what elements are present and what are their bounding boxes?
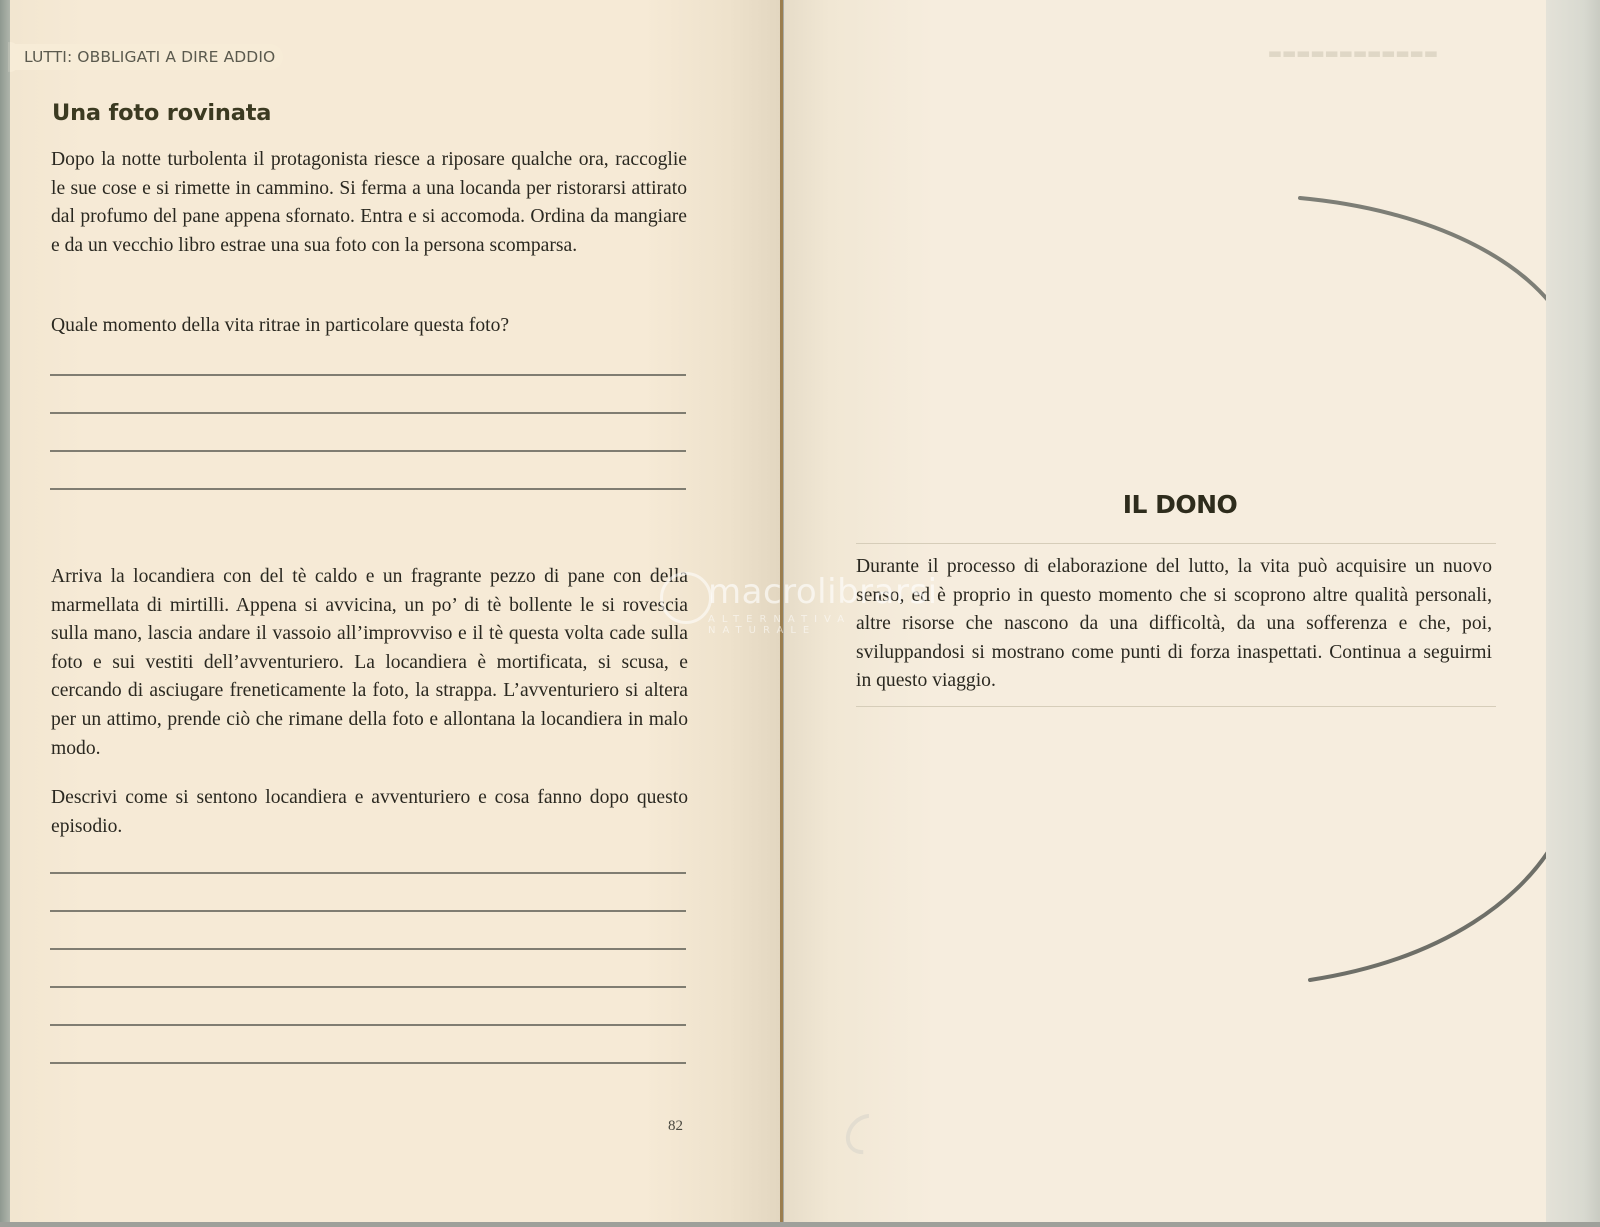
divider-line (856, 706, 1496, 707)
question-2: Descrivi come si sentono locandiera e avventuriero e cosa fanno dopo questo episodio. (51, 787, 688, 837)
answer-line[interactable] (50, 872, 686, 874)
divider-line (856, 543, 1496, 544)
answer-line[interactable] (50, 910, 686, 912)
section-title: Una foto rovinata (52, 100, 272, 126)
question-1: Quale momento della vita ritrae in particolare questa foto? (51, 315, 510, 336)
answer-line[interactable] (50, 412, 686, 414)
watermark-tagline: ALTERNATIVA NATURALE (708, 614, 852, 636)
book-edge-right (1546, 0, 1600, 1227)
answer-line[interactable] (50, 1024, 686, 1026)
page-number: 82 (668, 1118, 683, 1134)
paragraph-story: Arriva la locandiera con del tè caldo e un fragrante pezzo di pane con della marmellata di mirtilli. Appena si avvicina, un po’ di tè bollente le si rovescia sulla mano, lascia andare il vassoio all’improvviso e il tè questa volta cade sulla foto e sui vestiti dell’avventuriero. La locandiera è mortificata, si scusa, e cercando di asciugare freneticamente la foto, la strappa. L’avventuriero si altera per un attimo, prende ciò che rimane della foto e allontana la locandiera in malo modo. (51, 566, 688, 759)
answer-line[interactable] (50, 1062, 686, 1064)
show-through-running-head: ▬▬▬▬▬▬▬▬▬▬▬▬ (1268, 44, 1439, 62)
watermark-brand: macrolibrarsi (708, 572, 938, 612)
paragraph-intro: Dopo la notte turbolenta il protagonista riesce a riposare qualche ora, raccoglie le sue cose e si rimette in cammino. Si ferma a una locanda per ristorarsi attirato dal profumo del pane appena sfornato. Entra e si accomoda. Ordina da mangiare e da un vecchio libro estrae una sua foto con la persona scomparsa. (51, 149, 687, 256)
chapter-intro-paragraph: Durante il processo di elaborazione del lutto, la vita può acquisire un nuovo senso, ed è proprio in questo momento che si scoprono altre qualità personali, altre risorse che nascono da una difficoltà, da una sofferenza e che, poi, sviluppandosi si mostrano come punti di forza inaspettati. Continua a seguirmi in questo viaggio. (856, 556, 1492, 692)
running-head: LUTTI: OBBLIGATI A DIRE ADDIO (10, 44, 283, 70)
answer-line[interactable] (50, 948, 686, 950)
chapter-title: IL DONO (1122, 490, 1238, 519)
answer-line[interactable] (50, 488, 686, 490)
left-page (10, 0, 782, 1222)
crescent-moon-icon (680, 1110, 706, 1146)
book-edge-bottom (0, 1222, 1600, 1227)
answer-line[interactable] (50, 450, 686, 452)
answer-line[interactable] (50, 374, 686, 376)
answer-line[interactable] (50, 986, 686, 988)
book-gutter (780, 0, 783, 1222)
